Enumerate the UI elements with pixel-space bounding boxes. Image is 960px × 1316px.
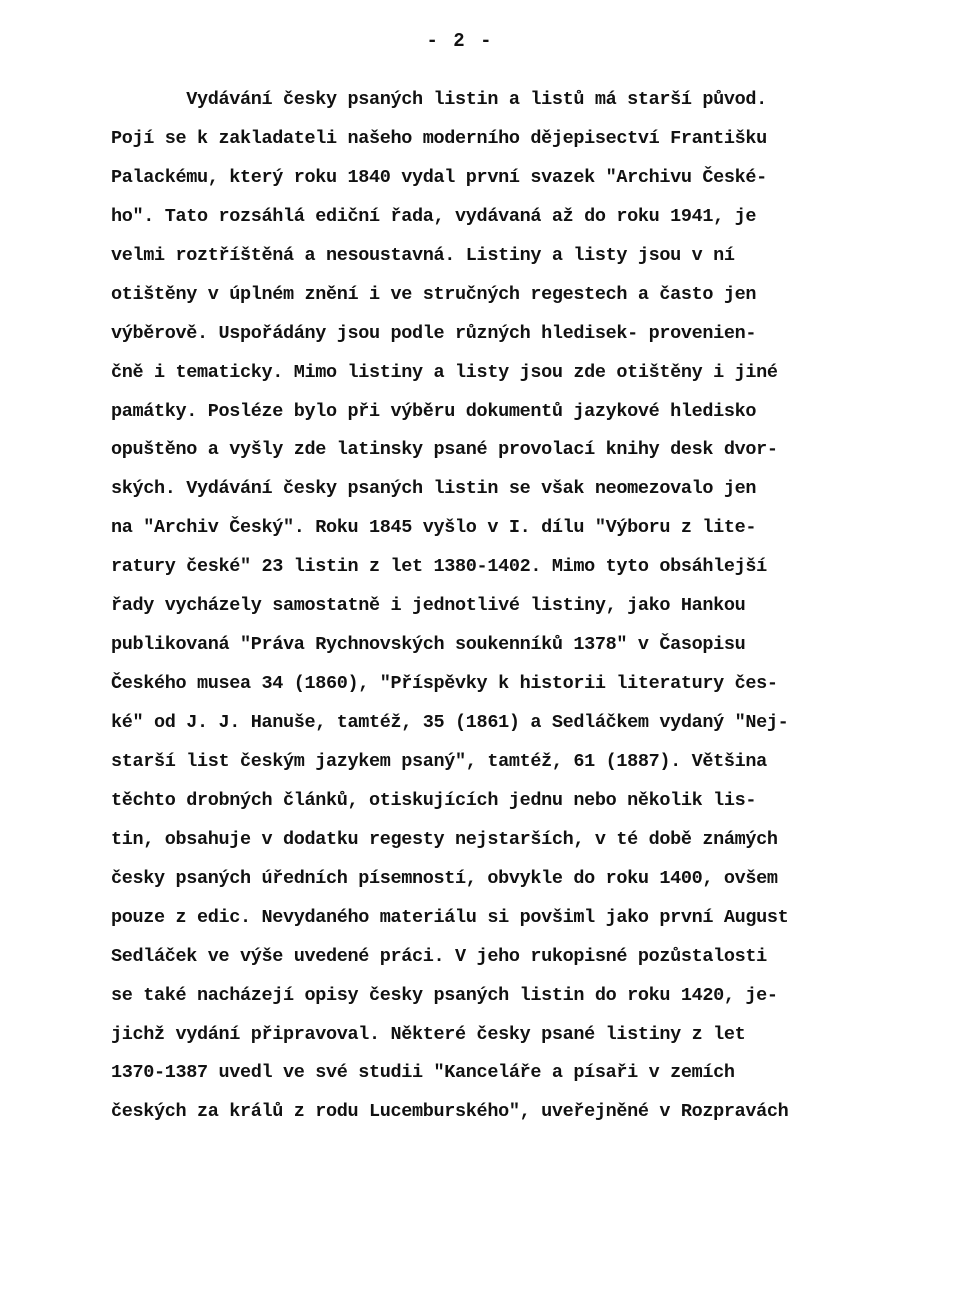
text-line: českých za králů z rodu Lucemburského", uveřejněné v Rozpravách [111, 1101, 789, 1123]
text-line: Palackému, který roku 1840 vydal první svazek "Archivu České- [111, 166, 767, 188]
text-line: opuštěno a vyšly zde latinsky psané provolací knihy desk dvor- [111, 439, 778, 461]
text-line: výběrově. Uspořádány jsou podle různých hledisek- provenien- [111, 322, 757, 344]
text-line: řady vycházely samostatně i jednotlivé listiny, jako Hankou [111, 595, 746, 617]
text-line: se také nacházejí opisy česky psaných listin do roku 1420, je- [111, 984, 778, 1006]
text-line: starší list českým jazykem psaný", tamtéž, 61 (1887). Většina [111, 750, 767, 772]
text-line: pouze z edic. Nevydaného materiálu si povšiml jako první August [111, 906, 789, 928]
text-line: památky. Posléze bylo při výběru dokumentů jazykové hledisko [111, 400, 757, 422]
text-line: Vydávání česky psaných listin a listů má starší původ. [111, 89, 767, 110]
text-line: těchto drobných článků, otiskujících jednu nebo několik lis- [111, 789, 757, 811]
text-line: 1370-1387 uvedl ve své studii "Kanceláře a písaři v zemích [111, 1062, 735, 1084]
text-line: ských. Vydávání česky psaných listin se však neomezovalo jen [111, 478, 757, 500]
text-line: česky psaných úředních písemností, obvykle do roku 1400, ovšem [111, 867, 778, 889]
text-line: ho". Tato rozsáhlá ediční řada, vydávaná až do roku 1941, je [111, 205, 757, 227]
text-line: čně i tematicky. Mimo listiny a listy jsou zde otištěny i jiné [111, 361, 778, 383]
text-line: ké" od J. J. Hanuše, tamtéž, 35 (1861) a Sedláčkem vydaný "Nej- [111, 712, 789, 733]
text-line: na "Archiv Český". Roku 1845 vyšlo v I. dílu "Výboru z lite- [111, 517, 757, 539]
page-number: - 2 - [426, 30, 494, 52]
text-line: Českého musea 34 (1860), "Příspěvky k historii literatury čes- [111, 673, 778, 695]
text-line: Sedláček ve výše uvedené práci. V jeho rukopisné pozůstalosti [111, 945, 767, 967]
text-line: publikovaná "Práva Rychnovských soukenníků 1378" v Časopisu [111, 634, 746, 656]
text-line: velmi roztříštěná a nesoustavná. Listiny a listy jsou v ní [111, 244, 735, 266]
text-line: Pojí se k zakladateli našeho moderního dějepisectví Františku [111, 127, 767, 149]
text-line: otištěny v úplném znění i ve stručných regestech a často jen [111, 283, 757, 305]
body-text [111, 81, 871, 1132]
text-line: tin, obsahuje v dodatku regesty nejstarších, v té době známých [111, 828, 778, 850]
text-line: ratury české" 23 listin z let 1380-1402. Mimo tyto obsáhlejší [111, 556, 767, 578]
text-line: jichž vydání připravoval. Některé česky psané listiny z let [111, 1023, 746, 1045]
